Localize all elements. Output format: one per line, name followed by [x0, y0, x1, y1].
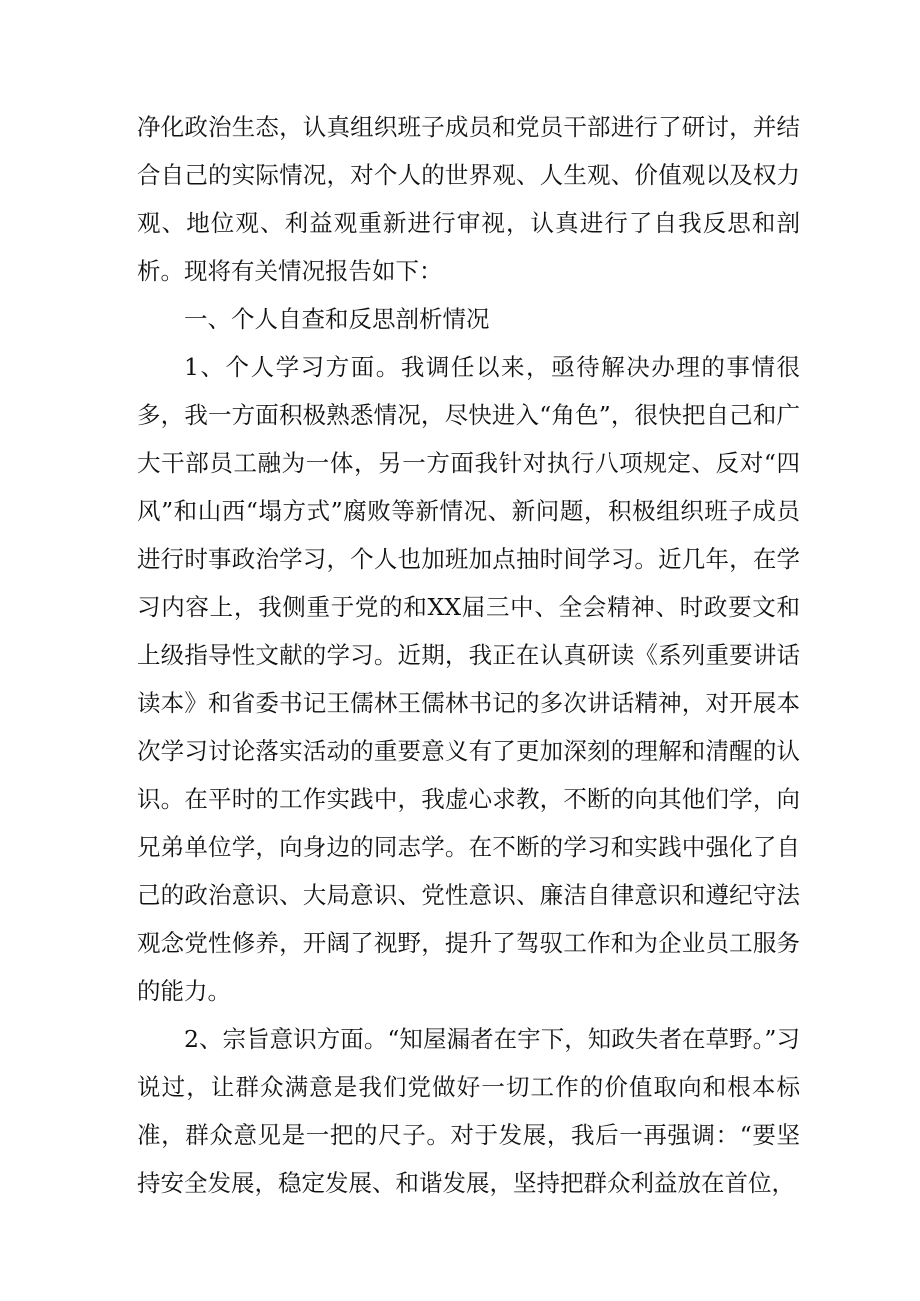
section-heading-self-inspection: 一、个人自查和反思剖析情况	[184, 305, 490, 333]
paragraph-personal-study: 1、个人学习方面。我调任以来，亟待解决办理的事情很多，我一方面积极熟悉情况，尽快进入“角色”，很快把自己和广大干部员工融为一体，另一方面我针对执行八项规定、反对“四风”和山西“塌方式”腐败等新情况、新问题，积极组织班子成员进行时事政治学习，个人也加班加点抽时间学习。近几年，在学习内容上，我侧重于党的和XX届三中、全会精神、时政要文和上级指导性文献的学习。近期，我正在认真研读《系列重要讲话读本》和省委书记王儒林王儒林书记的多次讲话精神，对开展本次学习讨论落实活动的重要意义有了更加深刻的理解和清醒的认识。在平时的工作实践中，我虚心求教，不断的向其他们学，向兄弟单位学，向身边的同志学。在不断的学习和实践中强化了自己的政治意识、大局意识、党性意识、廉洁自律意识和遵纪守法观念党性修养，开阔了视野，提升了驾驭工作和为企业员工服务的能力。	[137, 353, 800, 1005]
document-body	[137, 103, 800, 1207]
paragraph-purpose-awareness: 2、宗旨意识方面。“知屋漏者在宇下，知政失者在草野。”习说过，让群众满意是我们党做好一切工作的价值取向和根本标准，群众意见是一把的尺子。对于发展，我后一再强调：“要坚持安全发展，稳定发展、和谐发展，坚持把群众利益放在首位，	[137, 1025, 800, 1197]
paragraph-intro-continued: 净化政治生态，认真组织班子成员和党员干部进行了研讨，并结合自己的实际情况，对个人的世界观、人生观、价值观以及权力观、地位观、利益观重新进行审视，认真进行了自我反思和剖析。现将有关情况报告如下：	[137, 113, 800, 285]
